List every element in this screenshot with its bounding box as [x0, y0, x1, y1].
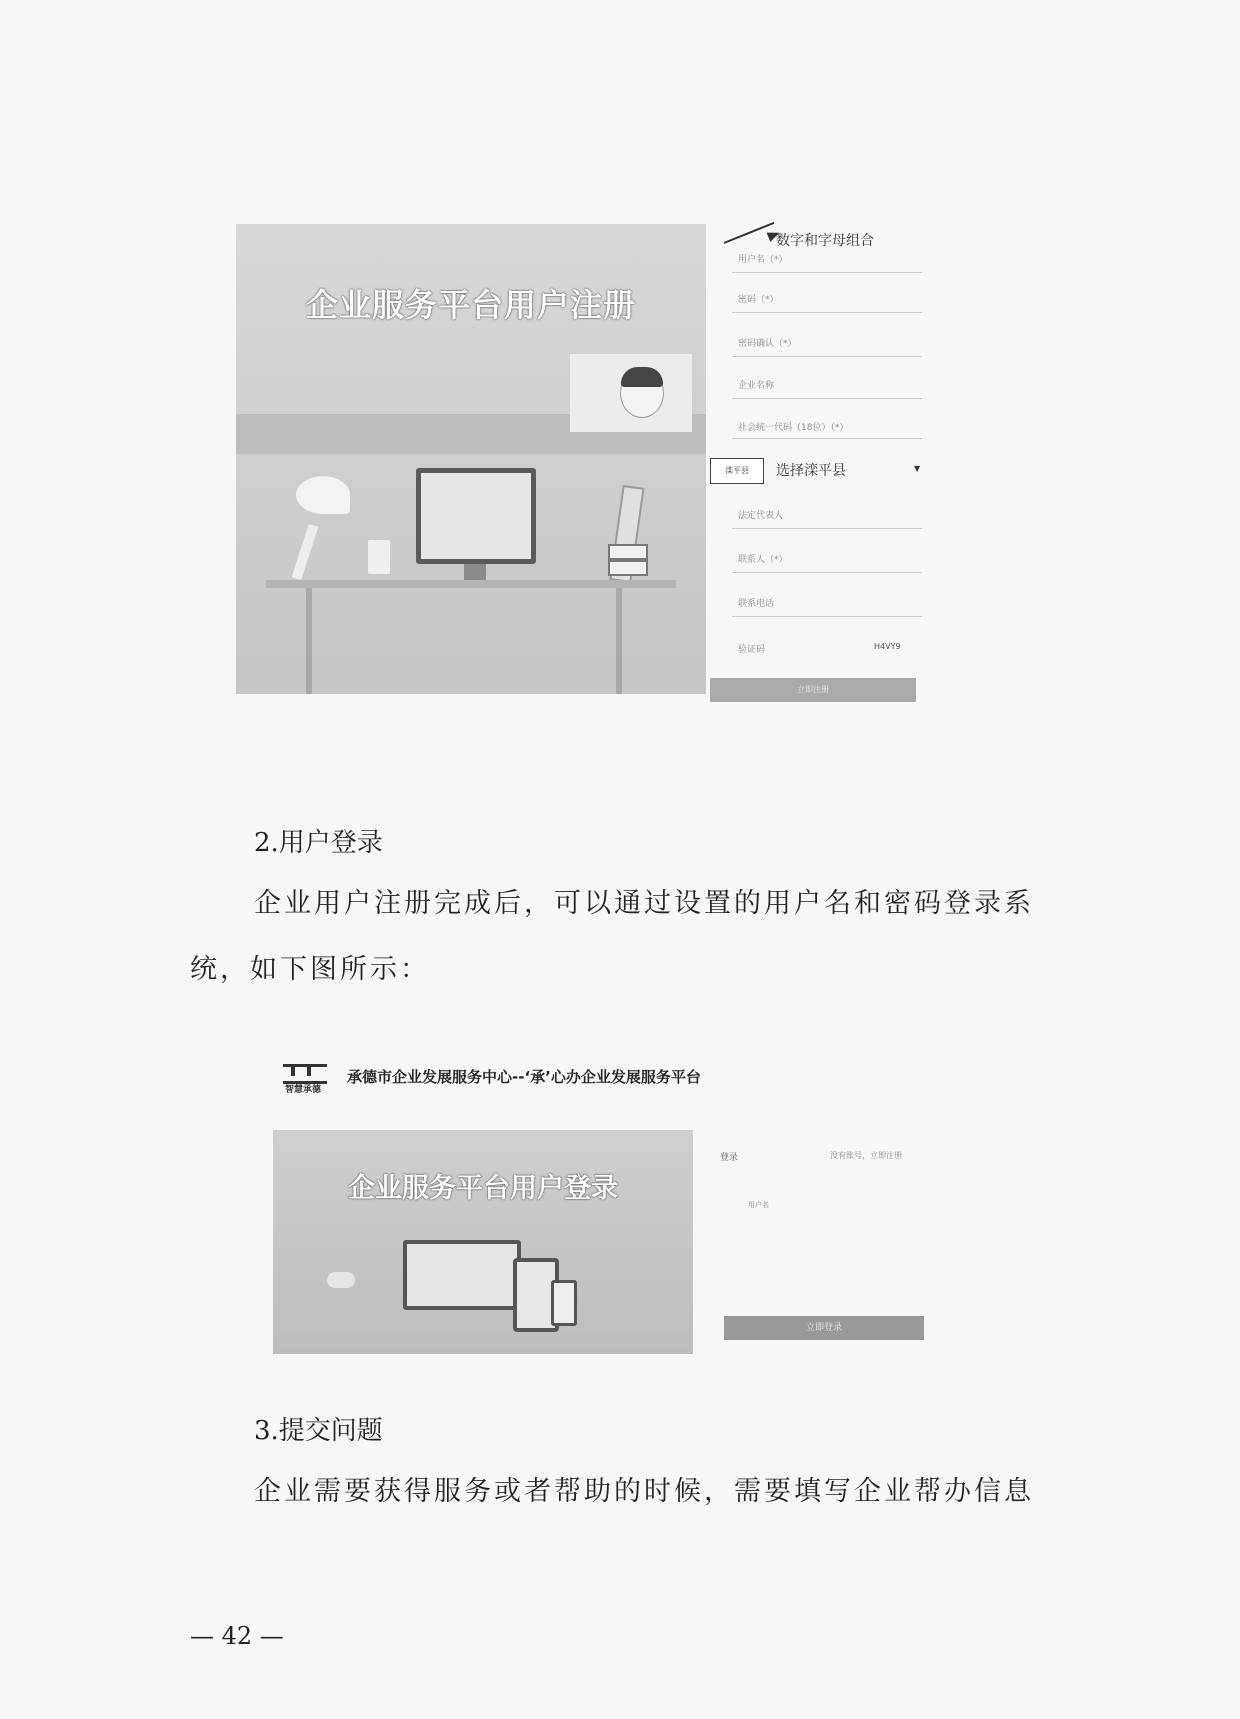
logo-icon: [283, 1064, 327, 1084]
captcha-image[interactable]: H4VY9: [874, 642, 901, 651]
registration-form: [706, 224, 984, 784]
chevron-down-icon[interactable]: ▼: [914, 464, 921, 473]
credit-code-label: 社会统一代码（18位）（*）: [738, 423, 849, 433]
contact-field[interactable]: [732, 572, 922, 573]
company-name-field[interactable]: [732, 398, 922, 399]
captcha-label: 验证码: [738, 645, 766, 655]
page-number: — 42 —: [190, 1622, 284, 1650]
desk-leg: [616, 588, 622, 694]
desk-surface: [266, 580, 676, 588]
register-link[interactable]: 没有账号，立即注册: [830, 1151, 902, 1160]
monitor-stand: [464, 564, 486, 580]
login-paragraph-line1: 企业用户注册完成后，可以通过设置的用户名和密码登录系: [254, 888, 1034, 919]
phone-label: 联系电话: [738, 599, 775, 609]
avatar-hair-shape: [621, 367, 663, 387]
monitor-icon: [403, 1240, 521, 1310]
site-header: [283, 1060, 843, 1094]
cloud-icon: [327, 1272, 355, 1288]
password-label: 密码（*）: [738, 295, 779, 305]
register-button[interactable]: 立即注册: [710, 678, 916, 702]
annotation-label: 数字和字母组合: [776, 233, 874, 249]
logo-text: 智慧承德: [285, 1085, 322, 1095]
credit-code-field[interactable]: [732, 438, 922, 439]
password-confirm-label: 密码确认（*）: [738, 339, 797, 349]
box-icon: [608, 560, 648, 576]
username-label: 用户名（*）: [738, 255, 788, 265]
cup-icon: [368, 540, 390, 574]
login-hero-image: [273, 1130, 693, 1354]
login-hero-title: 企业服务平台用户登录: [348, 1173, 618, 1204]
login-paragraph-line2: 统，如下图所示：: [190, 954, 430, 985]
submit-section-heading: 3.提交问题: [254, 1416, 383, 1446]
username-field[interactable]: 用户名: [748, 1201, 769, 1209]
registration-hero-title: 企业服务平台用户注册: [305, 286, 636, 324]
site-title: 承德市企业发展服务中心--‘承’心办企业发展服务平台: [347, 1068, 701, 1086]
login-form: [720, 1150, 920, 1350]
login-button[interactable]: 立即登录: [724, 1316, 924, 1340]
company-name-label: 企业名称: [738, 381, 775, 391]
legal-rep-field[interactable]: [732, 528, 922, 529]
desk-lamp-icon: [296, 476, 350, 514]
avatar-card: [570, 354, 692, 432]
county-box: 滦平县: [710, 458, 764, 484]
contact-label: 联系人（*）: [738, 555, 788, 565]
registration-screenshot: [236, 224, 984, 784]
password-confirm-field[interactable]: [732, 356, 922, 357]
desk-lamp-arm: [292, 524, 319, 580]
county-select[interactable]: 选择滦平县: [776, 463, 846, 479]
phone-icon: [551, 1280, 577, 1326]
registration-hero-image: [236, 224, 706, 694]
box-icon: [608, 544, 648, 560]
submit-paragraph-line1: 企业需要获得服务或者帮助的时候，需要填写企业帮办信息: [254, 1476, 1034, 1507]
monitor-icon: [416, 468, 536, 564]
login-section-heading: 2.用户登录: [254, 828, 383, 858]
legal-rep-label: 法定代表人: [738, 511, 784, 521]
username-field[interactable]: [732, 272, 922, 273]
desk-leg: [306, 588, 312, 694]
phone-field[interactable]: [732, 616, 922, 617]
tab-login[interactable]: 登录: [720, 1153, 739, 1163]
password-field[interactable]: [732, 312, 922, 313]
